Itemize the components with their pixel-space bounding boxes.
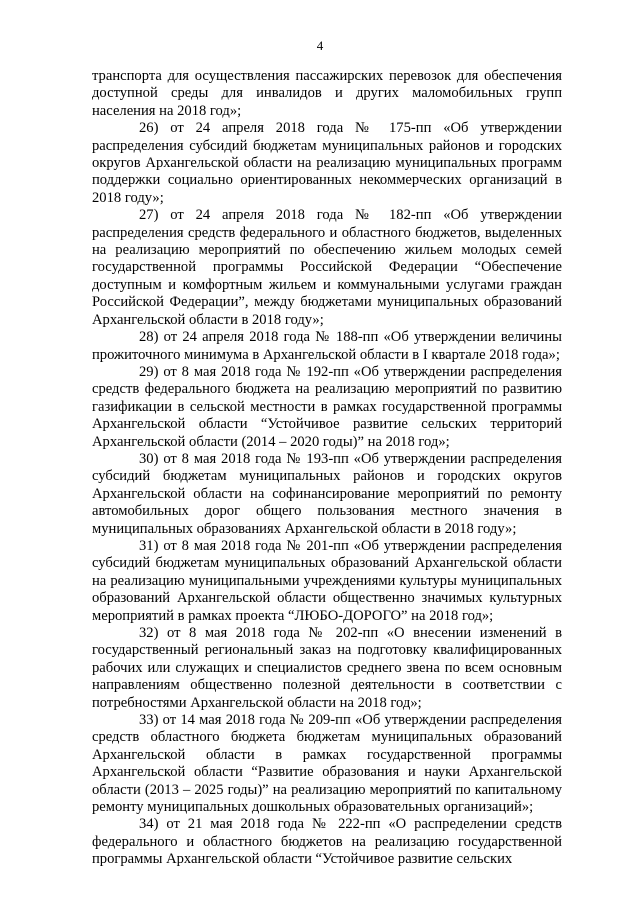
list-item-27: 27) от 24 апреля 2018 года № 182-пп «Об утверждении распределения средств федерального и областного бюджетов, выделенных на реализацию мероприятий по обеспечению жильем молодых семей государственной программы Российской Федерации “Обеспечение доступным и комфортным жильем и коммунальными услугами граждан Российской Федерации”, между бюджетами муниципальных образований Архангельской области в 2018 году»; — [92, 207, 562, 328]
list-item-29: 29) от 8 мая 2018 года № 192-пп «Об утверждении распределения средств федерального бюджета на реализацию мероприятий по развитию газификации в сельской местности в рамках государственной программы Архангельской области “Устойчивое развитие сельских территорий Архангельской области (2014 – 2020 годы)” на 2018 год»; — [92, 363, 562, 450]
page-number: 4 — [316, 38, 324, 53]
list-item-32: 32) от 8 мая 2018 года № 202-пп «О внесении изменений в государственный региональный заказ на подготовку квалифицированных рабочих или служащих и специалистов среднего звена по всем основным направлениям общественно полезной деятельности в соответствии с потребностями Архангельской области на 2018 год»; — [92, 625, 562, 711]
list-item-28: 28) от 24 апреля 2018 года № 188-пп «Об утверждении величины прожиточного минимума в Архангельской области в I квартале 2018 года»; — [92, 329, 562, 363]
document-body — [92, 68, 562, 869]
list-item-33: 33) от 14 мая 2018 года № 209-пп «Об утверждении распределения средств областного бюджета бюджетам муниципальных образований Архангельской области в рамках государственной программы Архангельской области “Развитие образования и науки Архангельской области (2013 – 2025 годы)” на реализацию мероприятий по капитальному ремонту муниципальных дошкольных образовательных организаций»; — [92, 712, 562, 816]
list-item-30: 30) от 8 мая 2018 года № 193-пп «Об утверждении распределения субсидий бюджетам муниципальных районов и городских округов Архангельской области на софинансирование мероприятий по ремонту автомобильных дорог общего пользования местного значения в муниципальных образованиях Архангельской области в 2018 году»; — [92, 450, 562, 537]
paragraph-continuation: транспорта для осуществления пассажирских перевозок для обеспечения доступной среды для инвалидов и других маломобильных групп населения на 2018 год»; — [92, 68, 562, 119]
list-item-31: 31) от 8 мая 2018 года № 201-пп «Об утверждении распределения субсидий бюджетам муниципальных образований Архангельской области на реализацию муниципальными учреждениями культуры муниципальных образований Архангельской области общественно значимых культурных мероприятий в рамках проекта “ЛЮБО-ДОРОГО” на 2018 год»; — [92, 537, 562, 624]
list-item-26: 26) от 24 апреля 2018 года № 175-пп «Об утверждении распределения субсидий бюджетам муниципальных районов и городских округов Архангельской области на реализацию муниципальных программ поддержки социально ориентированных некоммерческих организаций в 2018 году»; — [92, 120, 562, 206]
list-item-34: 34) от 21 мая 2018 года № 222-пп «О распределении средств федерального и областного бюджетов на реализацию государственной программы Архангельской области “Устойчивое развитие сельских — [92, 816, 562, 868]
